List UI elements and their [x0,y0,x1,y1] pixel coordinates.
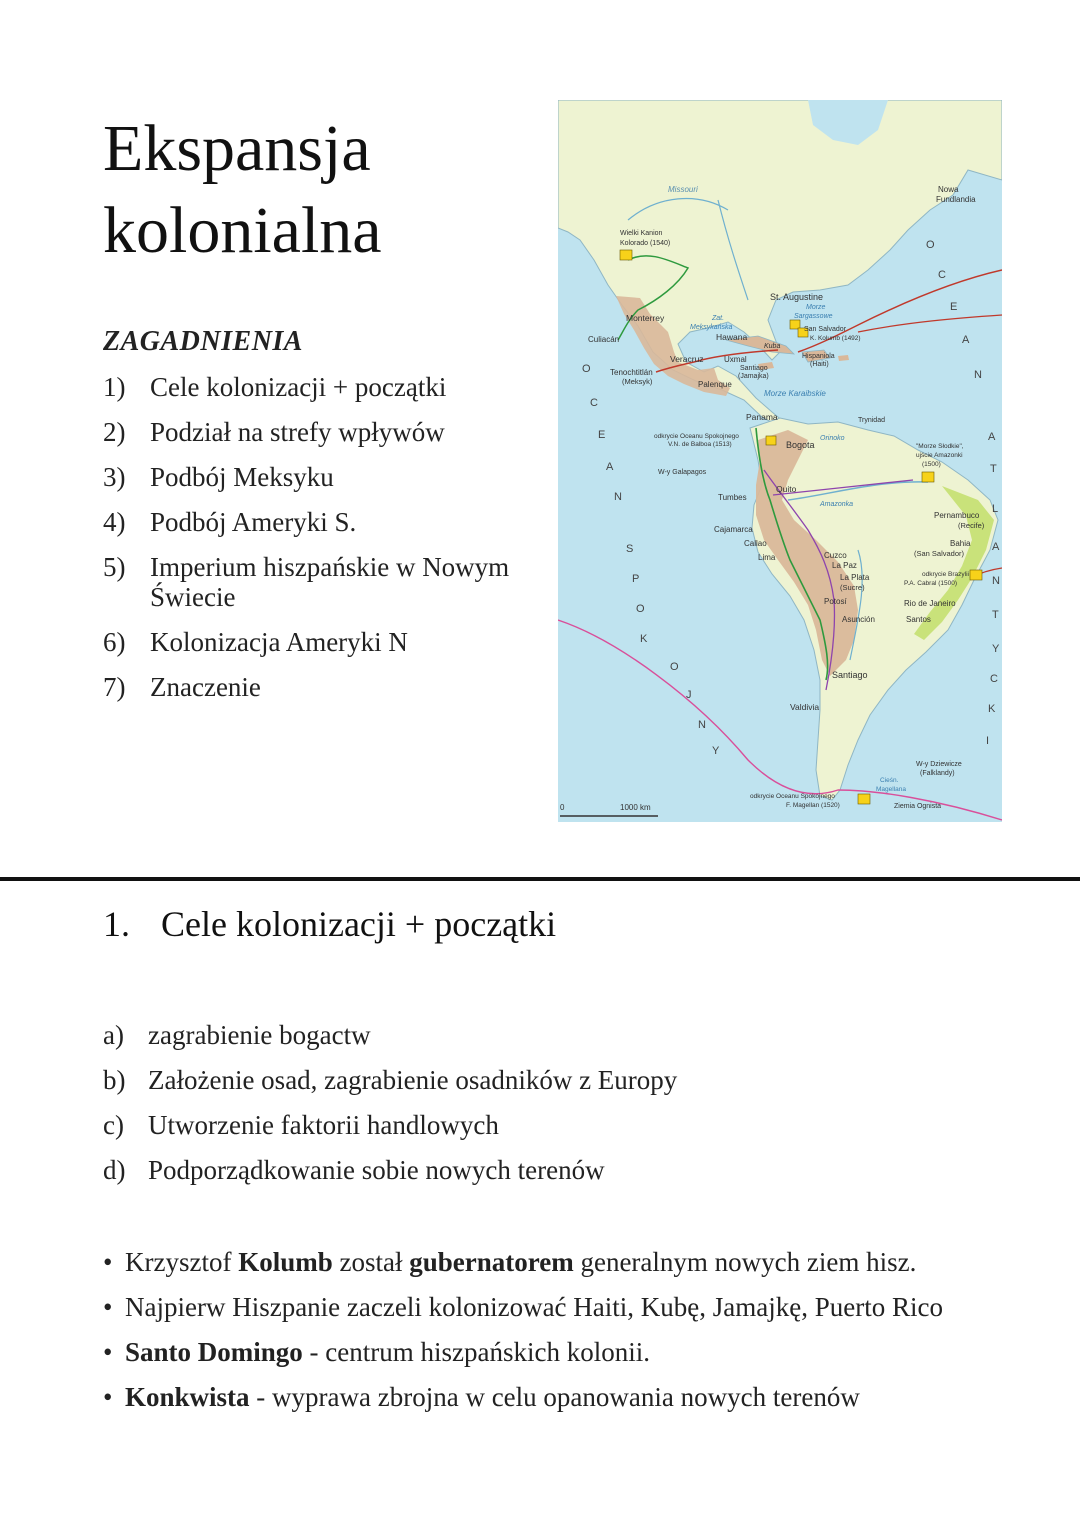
map-label: Kuba [764,343,781,350]
map-label: Panama [746,412,778,422]
ocean-letter: O [582,363,591,375]
fact-segment: Krzysztof [125,1247,239,1277]
bullet-icon: • [103,1382,113,1412]
fact-segment: - wyprawa zbrojna w celu opanowania nowych terenów [249,1382,860,1412]
ocean-letter: E [598,429,606,441]
fact-bold: gubernatorem [409,1247,574,1277]
facts-list [103,1247,1053,1427]
topic-item [103,627,533,657]
map-label: Santiago [740,365,768,372]
map-label: odkrycie Oceanu Spokojnego [750,793,835,800]
flag-icon [922,472,934,482]
goal-item [103,1110,677,1140]
map-label: Monterrey [626,313,665,323]
topic-item [103,372,533,402]
fact-bold: Konkwista [125,1382,250,1412]
fact-item [103,1247,1053,1277]
map-label: Asunción [842,615,875,624]
topic-number: 2) [103,417,126,447]
goal-item [103,1065,677,1095]
map-label: (Sucre) [840,583,865,592]
map-label: Ziemia Ognista [894,803,942,810]
ocean-letter: N [992,575,1000,587]
flag-icon [766,436,776,445]
flag-icon [790,320,800,329]
map-label: La Paz [832,561,857,570]
ocean-letter: S [626,543,634,555]
ocean-letter: C [938,269,946,281]
map-label: (Haiti) [810,361,829,368]
fact-text: Najpierw Hiszpanie zaczeli kolonizować Haiti, Kubę, Jamajkę, Puerto Rico [125,1292,943,1322]
ocean-letter: K [988,703,996,715]
topic-number: 3) [103,462,126,492]
topic-text: Podbój Ameryki S. [150,507,357,537]
goal-letter: b) [103,1065,126,1095]
bullet-icon: • [103,1292,113,1322]
topic-item [103,552,533,612]
map-label: (Meksyk) [622,377,653,386]
ocean-letter: A [992,541,1000,553]
goal-item [103,1020,677,1050]
fact-text [125,1382,860,1412]
fact-text [125,1337,650,1367]
map-label: odkrycie Brazylii [922,571,969,578]
topic-number: 7) [103,672,126,702]
map-label: St. Augustine [770,292,824,302]
ocean-letter: A [988,431,996,443]
topic-item [103,417,533,447]
map-label: "Morze Słodkie", [916,443,964,450]
topics-heading: ZAGADNIENIA [103,326,303,357]
ocean-letter: T [990,463,997,475]
ocean-letter: O [926,239,935,251]
ocean-letter: N [614,491,622,503]
goal-letter: c) [103,1110,124,1140]
ocean-letter: T [992,609,999,621]
map-label: (Falklandy) [920,770,955,777]
map-label: Veracruz [670,354,704,364]
topic-item [103,462,533,492]
map-label: Bahia [950,539,971,548]
ocean-letter: O [670,661,679,673]
puerto-rico [838,355,849,361]
map-label: Potosí [824,597,847,606]
fact-segment: - centrum hiszpańskich kolonii. [302,1337,650,1367]
page-title [103,108,382,272]
map-label: Morze [806,304,826,311]
ocean-letter: A [606,461,614,473]
map-label: Santos [906,615,931,624]
ocean-letter: O [636,603,645,615]
goals-list [103,1020,677,1200]
map-label: Santiago [832,670,868,680]
goal-text: Utworzenie faktorii handlowych [148,1110,499,1140]
map-label: V.N. de Balboa (1513) [668,441,732,448]
topic-item [103,672,533,702]
bullet-icon: • [103,1247,113,1277]
fact-bold: Kolumb [238,1247,333,1277]
map-label: Culiacán [588,335,620,344]
map-label: Kolorado (1540) [620,240,671,247]
goal-letter: a) [103,1020,124,1050]
ocean-letter: E [950,301,958,313]
map-label: Rio de Janeiro [904,599,956,608]
map-label: Missouri [668,185,698,194]
ocean-letter: A [962,334,970,346]
map-label: Fundlandia [936,195,976,204]
map-label: Cieśn. [880,777,899,784]
ocean-letter: L [992,503,999,515]
section-1-title [103,903,556,945]
map-label: (Recife) [958,521,985,530]
flag-icon [620,250,632,260]
fact-item [103,1292,1053,1322]
fact-text [125,1247,916,1277]
ocean-letter: C [590,397,598,409]
map-label: Uxmal [724,355,747,364]
topic-text: Podbój Meksyku [150,462,334,492]
fact-bold: Santo Domingo [125,1337,303,1367]
map-label: odkrycie Oceanu Spokojnego [654,433,739,440]
map-label: P.A. Cabral (1500) [904,580,957,587]
map-label: W-y Galapagos [658,469,707,476]
ocean-letter: I [986,735,990,747]
ocean-letter: C [990,673,998,685]
map-label: Lima [758,553,776,562]
ocean-letter: Y [992,643,1000,655]
topic-text: Cele kolonizacji + początki [150,372,447,402]
colonial-expansion-map [558,100,1002,822]
topic-number: 5) [103,552,126,582]
map-label: Cuzco [824,551,847,560]
map-label: Meksykańska [690,324,733,331]
map-label: (1500) [922,461,941,468]
topic-text: Imperium hiszpańskie w Nowym Świecie [150,552,510,612]
map-label: Tenochtitlán [610,368,653,377]
map-label: Amazonka [820,501,854,508]
map-label: Zat. [712,315,725,322]
map-label: Pernambuco [934,511,980,520]
topic-item [103,507,533,537]
fact-item [103,1337,1053,1367]
ocean-letter: J [686,689,692,701]
map-label: W-y Dziewicze [916,761,962,768]
goal-text: Podporządkowanie sobie nowych terenów [148,1155,605,1185]
map-label: Valdivia [790,702,820,712]
map-label: Nowa [938,185,959,194]
map-label: Cajamarca [714,525,753,534]
map-label: F. Magellan (1520) [786,802,840,809]
map-label: ujście Amazonki [916,452,963,459]
ocean-letter: P [632,573,640,585]
map-label: Bogota [786,440,815,450]
map-label: San Salvador [804,326,847,333]
title-line-1: Ekspansja [103,112,371,185]
ocean-letter: K [640,633,648,645]
map-label: Wielki Kanion [620,230,663,237]
section-divider [0,877,1080,881]
map-label: Trynidad [858,417,885,424]
ocean-letter: N [974,369,982,381]
map-label: La Plata [840,573,870,582]
flag-icon [970,570,982,580]
map-label: Tumbes [718,493,747,502]
title-line-2: kolonialna [103,194,382,267]
flag-icon [858,794,870,804]
topics-list [103,372,533,717]
fact-segment: generalnym nowych ziem hisz. [573,1247,917,1277]
topic-text: Podział na strefy wpływów [150,417,445,447]
goal-item [103,1155,677,1185]
topic-text: Znaczenie [150,672,261,702]
map-label: Callao [744,539,767,548]
map-label: Hispaniola [802,353,835,360]
map-label: Quito [776,484,797,494]
topic-number: 4) [103,507,126,537]
topic-number: 1) [103,372,126,402]
map-scale-zero: 0 [560,803,565,812]
section-number: 1. [103,904,130,944]
topic-number: 6) [103,627,126,657]
ocean-letter: N [698,719,706,731]
goal-letter: d) [103,1155,126,1185]
map-label: (San Salvador) [914,549,965,558]
map-label: Palenque [698,380,732,389]
goal-text: Założenie osad, zagrabienie osadników z Europy [148,1065,678,1095]
map-label: Sargassowe [794,313,833,320]
map-label: Orinoko [820,435,845,442]
topic-text: Kolonizacja Ameryki N [150,627,408,657]
ocean-letter: Y [712,745,720,757]
map-label: Hawana [716,332,748,342]
fact-item [103,1382,1053,1412]
map-label: Magellana [876,786,906,793]
map-label: (Jamajka) [738,373,769,380]
goal-text: zagrabienie bogactw [148,1020,371,1050]
map-label: Morze Karaibskie [764,389,826,398]
fact-segment: został [332,1247,410,1277]
map-scale-label: 1000 km [620,803,651,812]
section-title-text: Cele kolonizacji + początki [161,904,557,944]
bullet-icon: • [103,1337,113,1367]
map-label: K. Kolumb (1492) [810,335,861,342]
